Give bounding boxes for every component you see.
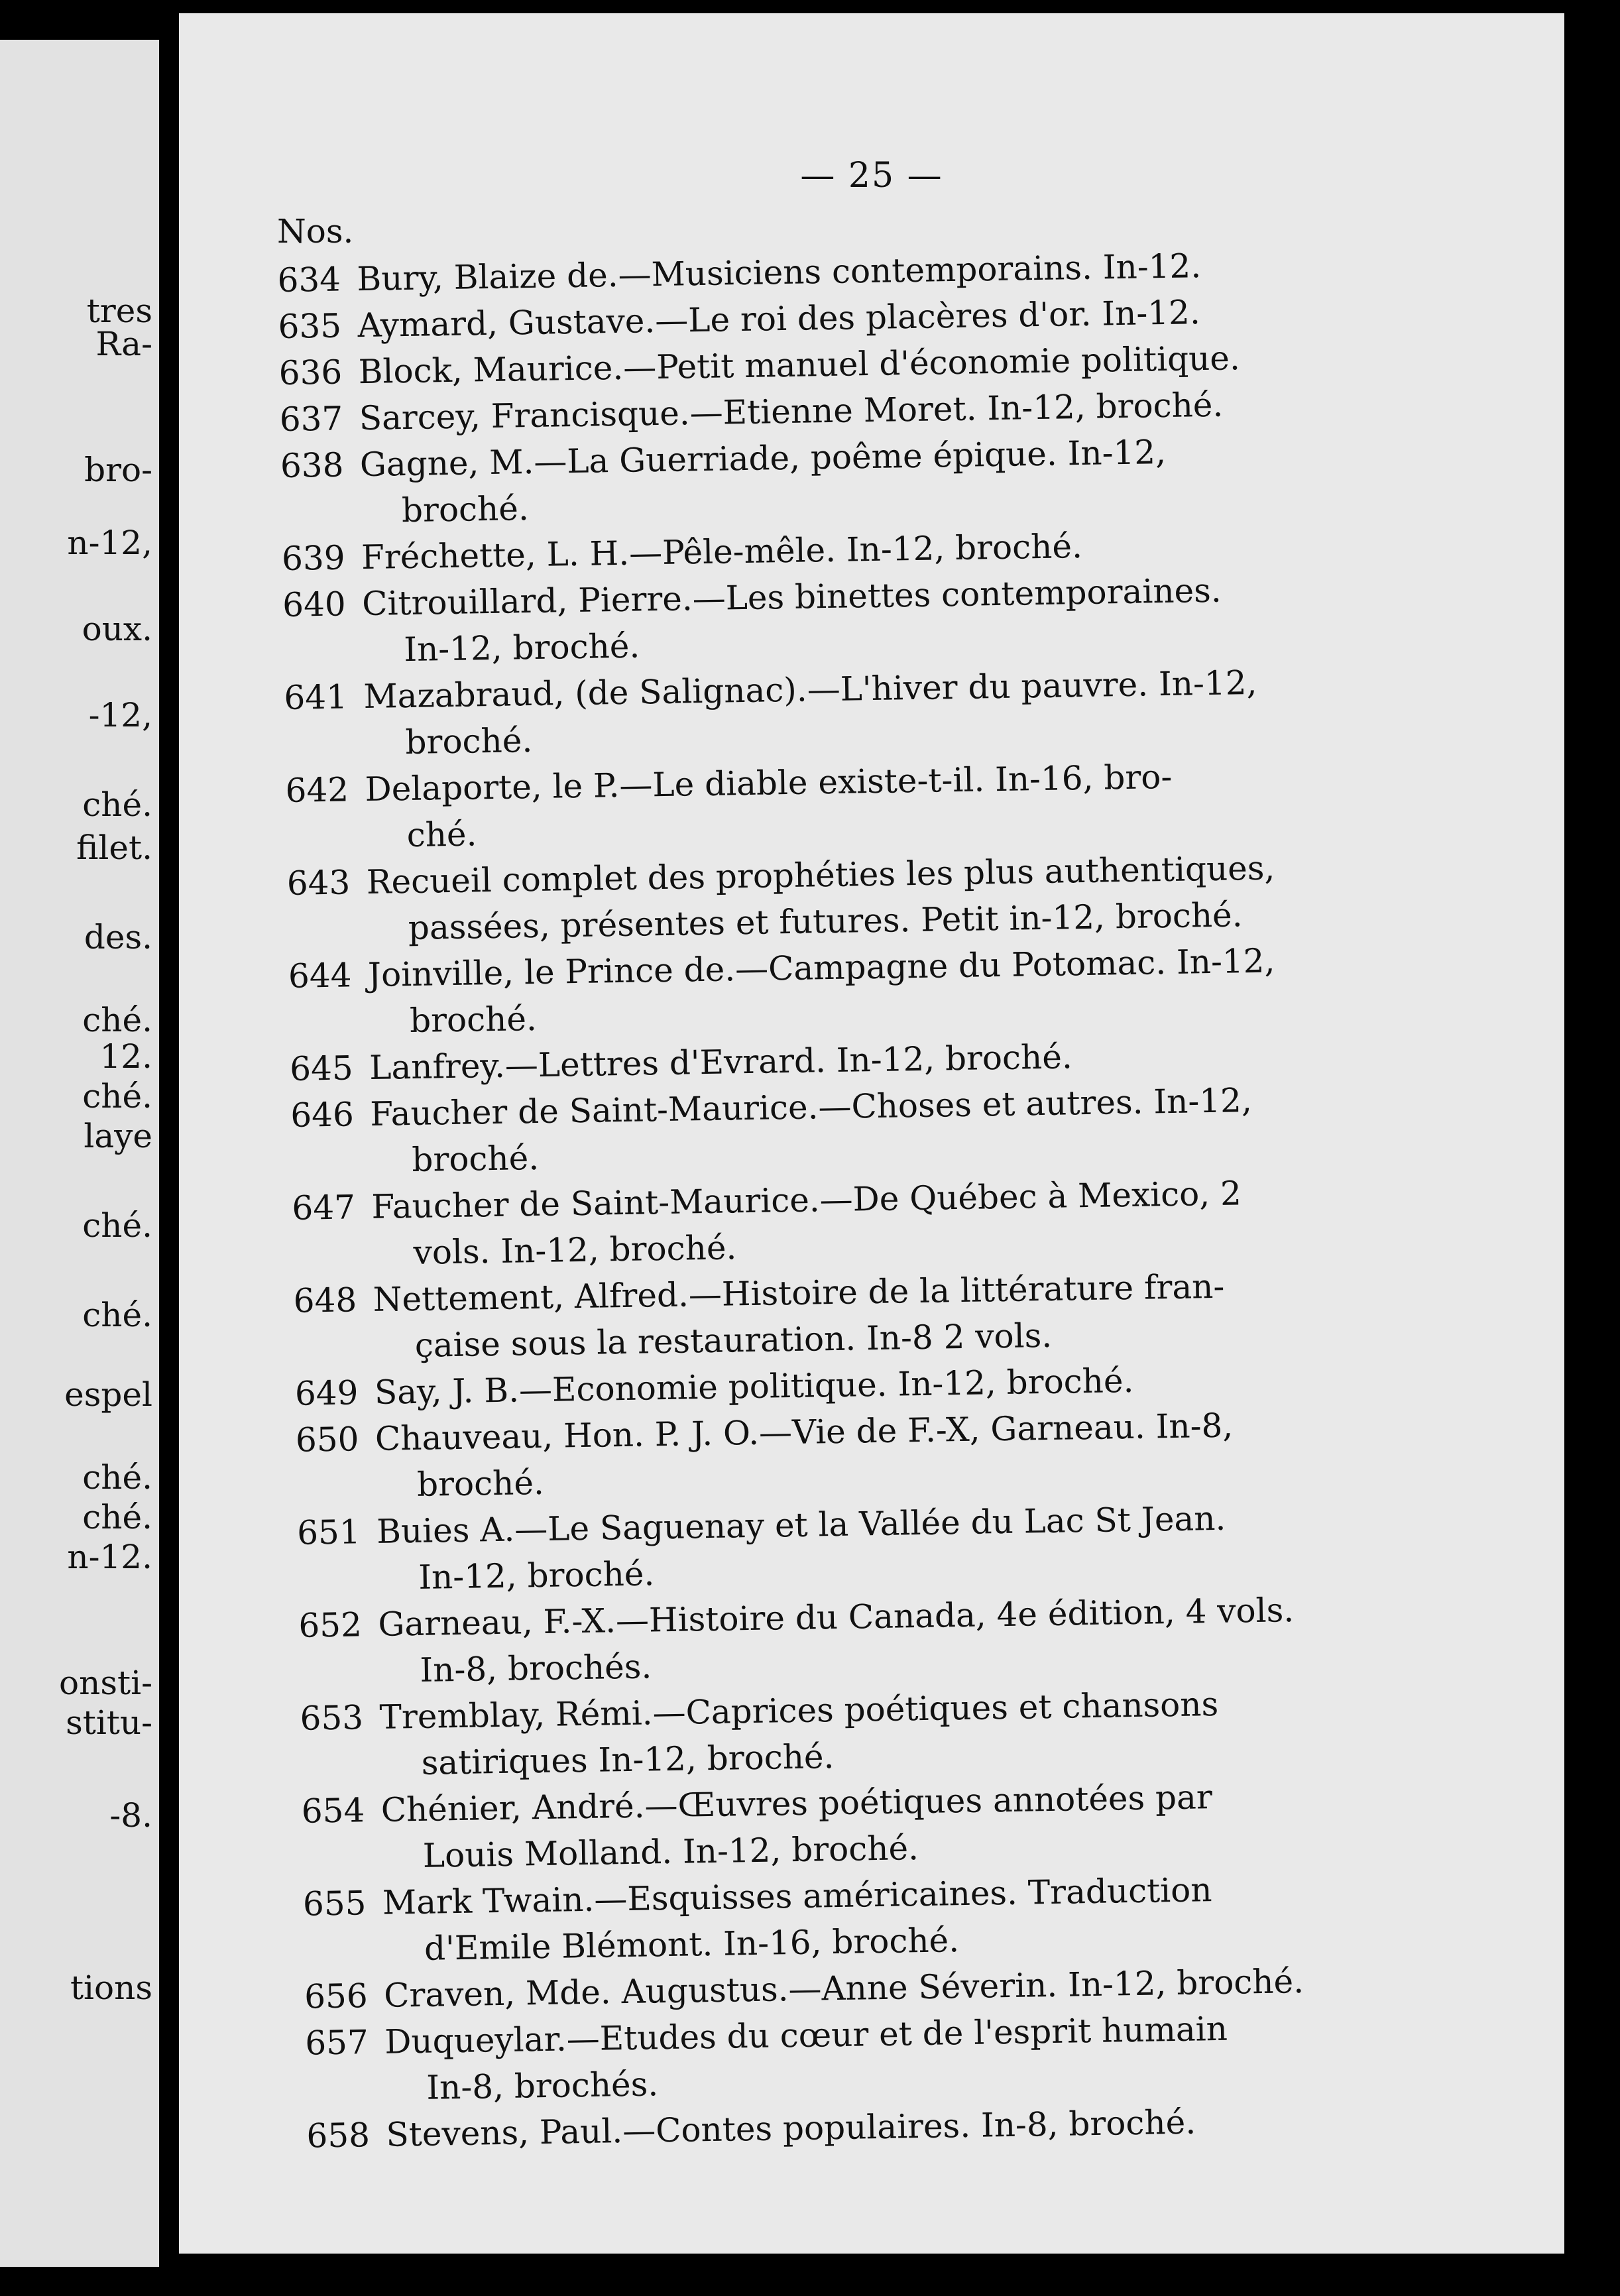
entry-text: Block, Maurice.—Petit manuel d'économie politique.: [358, 339, 1241, 392]
entry-continuation: broché.: [405, 721, 533, 762]
entry-number: 654: [301, 1791, 365, 1831]
left-page-text-fragment: tions: [70, 1969, 152, 2007]
entry-number: 635: [278, 306, 342, 346]
entry-text: Fréchette, L. H.—Pêle-mêle. In-12, broché.: [361, 526, 1083, 577]
entry-text: Say, J. B.—Economie politique. In-12, broché.: [374, 1361, 1134, 1412]
entry-text-block: [363, 654, 1564, 766]
entry-continuation: In-12, broché.: [403, 626, 640, 669]
left-page-text-fragment: ché.: [82, 1498, 152, 1536]
entry-text: Stevens, Paul.—Contes populaires. In-8, broché.: [386, 2102, 1196, 2154]
entry-text: Chauveau, Hon. P. J. O.—Vie de F.-X, Garneau. In-8,: [375, 1406, 1234, 1458]
entry-number: 650: [295, 1420, 359, 1460]
entry-number: 638: [280, 445, 344, 485]
entry-continuation: In-8, brochés.: [426, 2065, 659, 2107]
left-page-text-fragment: espel: [64, 1375, 152, 1414]
entry-text: Delaporte, le P.—Le diable existe-t-il. In-16, bro-: [365, 757, 1173, 809]
entry-text: Citrouillard, Pierre.—Les binettes contemporaines.: [361, 571, 1222, 624]
entry-text-block: [370, 1072, 1564, 1184]
entry-number: 634: [277, 260, 341, 300]
entry-text: Tremblay, Rémi.—Caprices poétiques et chansons: [379, 1684, 1219, 1737]
entry-number: 655: [302, 1884, 367, 1923]
entry-text: Aymard, Gustave.—Le roi des placères d'or. In-12.: [357, 293, 1201, 345]
entry-continuation: broché.: [409, 999, 538, 1040]
entry-continuation: In-12, broché.: [418, 1554, 655, 1597]
entry-text: Faucher de Saint-Maurice.—Choses et autres. In-12,: [369, 1081, 1253, 1133]
entry-text: Bury, Blaize de.—Musiciens contemporains. In-12.: [357, 247, 1202, 299]
scan-bottom-edge: [159, 2254, 1620, 2296]
entry-text: Chénier, André.—Œuvres poétiques annotées par: [380, 1778, 1213, 1829]
entry-text-block: [378, 1582, 1564, 1694]
entry-continuation: In-8, brochés.: [420, 1647, 652, 1690]
numbers-column-label: Nos.: [277, 212, 354, 251]
entry-number: 649: [294, 1373, 359, 1413]
entry-continuation: çaise sous la restauration. In-8 2 vols.: [414, 1316, 1053, 1365]
entry-text-block: [366, 840, 1564, 952]
entry-text: Nettement, Alfred.—Histoire de la littérature fran-: [373, 1267, 1225, 1319]
entry-number: 643: [286, 863, 351, 903]
entry-number: 642: [285, 770, 349, 810]
entry-text-block: [371, 1165, 1564, 1277]
entry-text: Lanfrey.—Lettres d'Evrard. In-12, broché.: [369, 1037, 1073, 1087]
entry-text: Recueil complet des prophéties les plus authentiques,: [366, 848, 1275, 901]
left-page-text-fragment: stitu-: [66, 1703, 152, 1742]
entry-number: 653: [300, 1698, 364, 1738]
entry-number: 647: [292, 1188, 356, 1228]
left-page-text-fragment: oux.: [82, 610, 152, 648]
right-page: [179, 13, 1564, 2254]
entry-text-block: [382, 1861, 1564, 1973]
entry-number: 658: [306, 2116, 371, 2155]
entry-text: Buies A.—Le Saguenay et la Vallée du Lac St Jean.: [376, 1499, 1226, 1551]
left-page-text-fragment: tres: [86, 292, 152, 330]
entry-text-block: [365, 747, 1564, 859]
entry-number: 657: [304, 2023, 369, 2063]
entry-number: 637: [279, 399, 343, 439]
entry-continuation: d'Emile Blémont. In-16, broché.: [424, 1921, 960, 1968]
entry-continuation: ché.: [406, 815, 477, 855]
left-page-text-fragment: ché.: [82, 1001, 152, 1039]
entry-number: 646: [290, 1095, 355, 1135]
entry-number: 641: [283, 677, 348, 717]
left-page-text-fragment: des.: [84, 918, 152, 956]
entry-text: Gagne, M.—La Guerriade, poême épique. In-12,: [359, 432, 1167, 485]
entry-continuation: broché.: [411, 1138, 540, 1179]
entry-text-block: [375, 1397, 1564, 1509]
left-page-text-fragment: -8.: [109, 1796, 152, 1835]
entry-number: 644: [288, 956, 352, 996]
entry-text: Duqueylar.—Etudes du cœur et de l'esprit humain: [384, 2009, 1228, 2061]
book-gutter: [159, 0, 179, 2296]
entry-text: Garneau, F.-X.—Histoire du Canada, 4e édition, 4 vols.: [377, 1591, 1295, 1644]
left-page-text-fragment: onsti-: [59, 1664, 152, 1702]
entry-text: Sarcey, Francisque.—Etienne Moret. In-12, broché.: [359, 385, 1224, 438]
left-page-text-fragment: ché.: [82, 1077, 152, 1116]
entry-number: 652: [298, 1605, 363, 1645]
entry-number: 640: [282, 585, 347, 624]
left-page-text-fragment: 12.: [99, 1037, 152, 1076]
entry-continuation: Louis Molland. In-12, broché.: [422, 1829, 919, 1875]
left-page-text-fragment: laye: [84, 1117, 152, 1155]
entry-continuation: broché.: [416, 1463, 545, 1504]
left-page-text-fragment: -12,: [88, 696, 152, 734]
entry-continuation: vols. In-12, broché.: [413, 1228, 737, 1272]
entry-number: 645: [289, 1049, 354, 1088]
catalogue-entries: [277, 237, 1564, 2159]
left-page-text-fragment: ché.: [82, 1206, 152, 1245]
entry-text-block: [380, 1768, 1564, 1880]
entry-text: Mazabraud, (de Salignac).—L'hiver du pauvre. In-12,: [363, 663, 1257, 717]
left-page-text-fragment: n-12,: [67, 524, 152, 562]
entry-continuation: broché.: [401, 489, 530, 530]
left-page-text-fragment: n-12.: [67, 1538, 152, 1576]
left-page-text-fragment: Ra-: [95, 325, 152, 363]
left-page-text-fragment: ché.: [82, 1458, 152, 1497]
entry-number: 651: [296, 1513, 361, 1552]
entry-number: 639: [281, 538, 346, 578]
page-number: — 25 —: [800, 156, 943, 196]
entry-text-block: [359, 422, 1564, 534]
left-page-text-fragment: ché.: [82, 1296, 152, 1334]
entry-text-block: [384, 2000, 1564, 2112]
entry-number: 648: [293, 1281, 357, 1320]
left-page-text-fragment: bro-: [84, 451, 152, 489]
entry-continuation: passées, présentes et futures. Petit in-12, broché.: [408, 895, 1243, 948]
left-page-text-fragment: filet.: [76, 829, 152, 867]
entry-text: Joinville, le Prince de.—Campagne du Potomac. In-12,: [367, 941, 1275, 994]
entry-text-block: [367, 933, 1564, 1045]
left-page-text-fragment: ché.: [82, 785, 152, 824]
entry-number: 636: [278, 353, 343, 392]
entry-continuation: satiriques In-12, broché.: [421, 1737, 835, 1782]
entry-number: 656: [304, 1977, 369, 2016]
entry-text-block: [376, 1489, 1564, 1601]
left-page-fragment: [0, 40, 159, 2267]
entry-text-block: [362, 561, 1564, 673]
entry-text: Mark Twain.—Esquisses américaines. Traduction: [382, 1870, 1212, 1922]
entry-text-block: [373, 1257, 1564, 1369]
entry-text: Faucher de Saint-Maurice.—De Québec à Mexico, 2: [371, 1174, 1242, 1226]
entry-text-block: [379, 1675, 1564, 1787]
entry-text: Craven, Mde. Augustus.—Anne Séverin. In-12, broché.: [383, 1961, 1304, 2015]
